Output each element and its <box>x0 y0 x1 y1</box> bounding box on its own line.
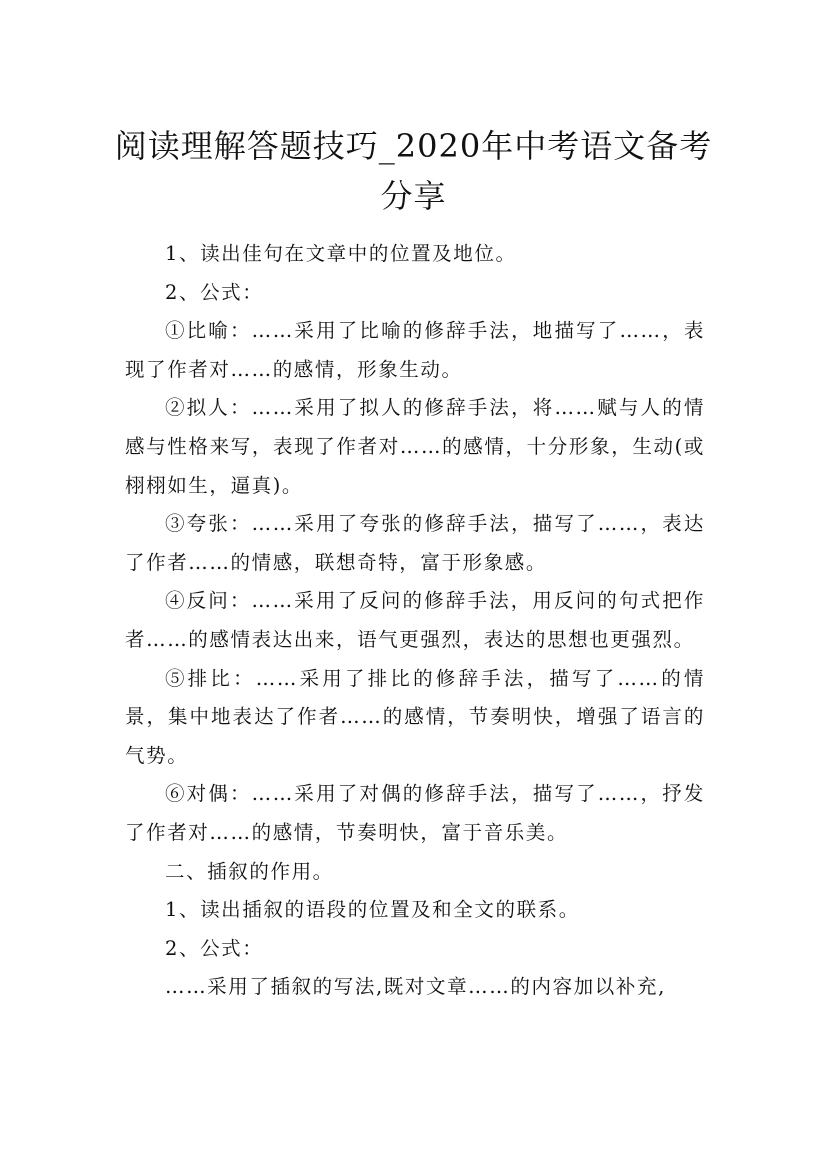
paragraph-personification: ②拟人：……采用了拟人的修辞手法，将……赋与人的情感与性格来写，表现了作者对……的感情，十分形象，生动(或栩栩如生，逼真)。 <box>125 396 705 497</box>
paragraph-hyperbole: ③夸张：……采用了夸张的修辞手法，描写了……，表达了作者……的情感，联想奇特，富于形象感。 <box>125 512 705 574</box>
paragraph-parallelism: ⑤排比：……采用了排比的修辞手法，描写了……的情景，集中地表达了作者……的感情，节奏明快，增强了语言的气势。 <box>125 666 705 767</box>
document-title: 阅读理解答题技巧_2020年中考语文备考分享 <box>114 127 713 216</box>
paragraph-1: 1、读出佳句在文章中的位置及地位。 <box>164 242 517 265</box>
paragraph-antithesis: ⑥对偶：……采用了对偶的修辞手法，描写了……，抒发了作者对……的感情，节奏明快，富于音乐美。 <box>125 782 705 844</box>
paragraph-flashback-formula: ……采用了插叙的写法,既对文章……的内容加以补充, <box>164 975 666 999</box>
paragraph-flashback-1: 1、读出插叙的语段的位置及和全文的联系。 <box>164 898 580 922</box>
paragraph-flashback-2: 2、公式： <box>164 936 264 960</box>
paragraph-2: 2、公式： <box>164 280 264 304</box>
section-heading-flashback: 二、插叙的作用。 <box>164 859 334 883</box>
paragraph-simile: ①比喻：……采用了比喻的修辞手法，地描写了……，表现了作者对……的感情，形象生动。 <box>125 319 705 381</box>
paragraph-rhetorical-question: ④反问：……采用了反问的修辞手法，用反问的句式把作者……的感情表达出来，语气更强烈，表达的思想也更强烈。 <box>125 589 705 651</box>
document-body <box>125 235 705 1007</box>
